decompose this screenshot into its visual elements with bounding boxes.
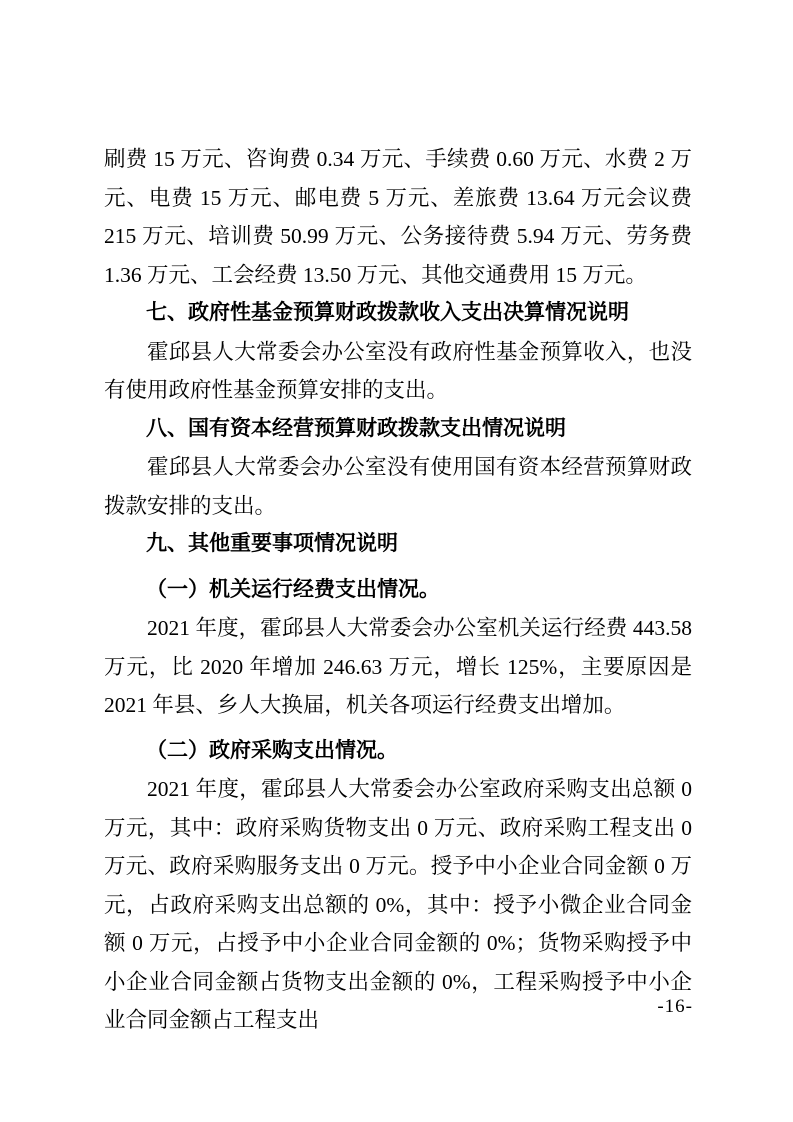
section-heading: 九、其他重要事项情况说明: [146, 532, 398, 555]
paragraph-continuation: 刷费 15 万元、咨询费 0.34 万元、手续费 0.60 万元、水费 2 万元、电费 15 万元、邮电费 5 万元、差旅费 13.64 万元会议费 215 万元、培训费 50.99 万元、公务接待费 5.94 万元、劳务费 1.36 万元、工会经费 13.50 万元、其他交通费用 15 万元。: [104, 147, 692, 287]
paragraph: 霍邱县人大常委会办公室没有政府性基金预算收入，也没有使用政府性基金预算安排的支出。: [104, 339, 692, 402]
sub-section-heading: （二）政府采购支出情况。: [146, 738, 398, 762]
section-heading: 八、国有资本经营预算财政拨款支出情况说明: [146, 416, 566, 440]
paragraph: 2021 年度，霍邱县人大常委会办公室政府采购支出总额 0 万元，其中：政府采购货物支出 0 万元、政府采购工程支出 0 万元、政府采购服务支出 0 万元。授予中小企业合同金额 0 万元，占政府采购支出总额的 0%，其中：授予小微企业合同金额 0 万元，占授予中小企业合同金额的 0%；货物采购授予中小企业合同金额占货物支出金额的 0%，工程采购授予中小企业合同金额占工程支出: [104, 777, 692, 1032]
sub-section-heading: （一）机关运行经费支出情况。: [146, 577, 440, 601]
page-number: -16-: [657, 996, 693, 1017]
document-body: [104, 140, 692, 1040]
paragraph: 2021 年度，霍邱县人大常委会办公室机关运行经费 443.58 万元，比 2020 年增加 246.63 万元，增长 125%，主要原因是 2021 年县、乡人大换届，机关各项运行经费支出增加。: [104, 616, 692, 717]
paragraph: 霍邱县人大常委会办公室没有使用国有资本经营预算财政拨款安排的支出。: [104, 455, 692, 518]
section-heading: 七、政府性基金预算财政拨款收入支出决算情况说明: [146, 301, 629, 324]
